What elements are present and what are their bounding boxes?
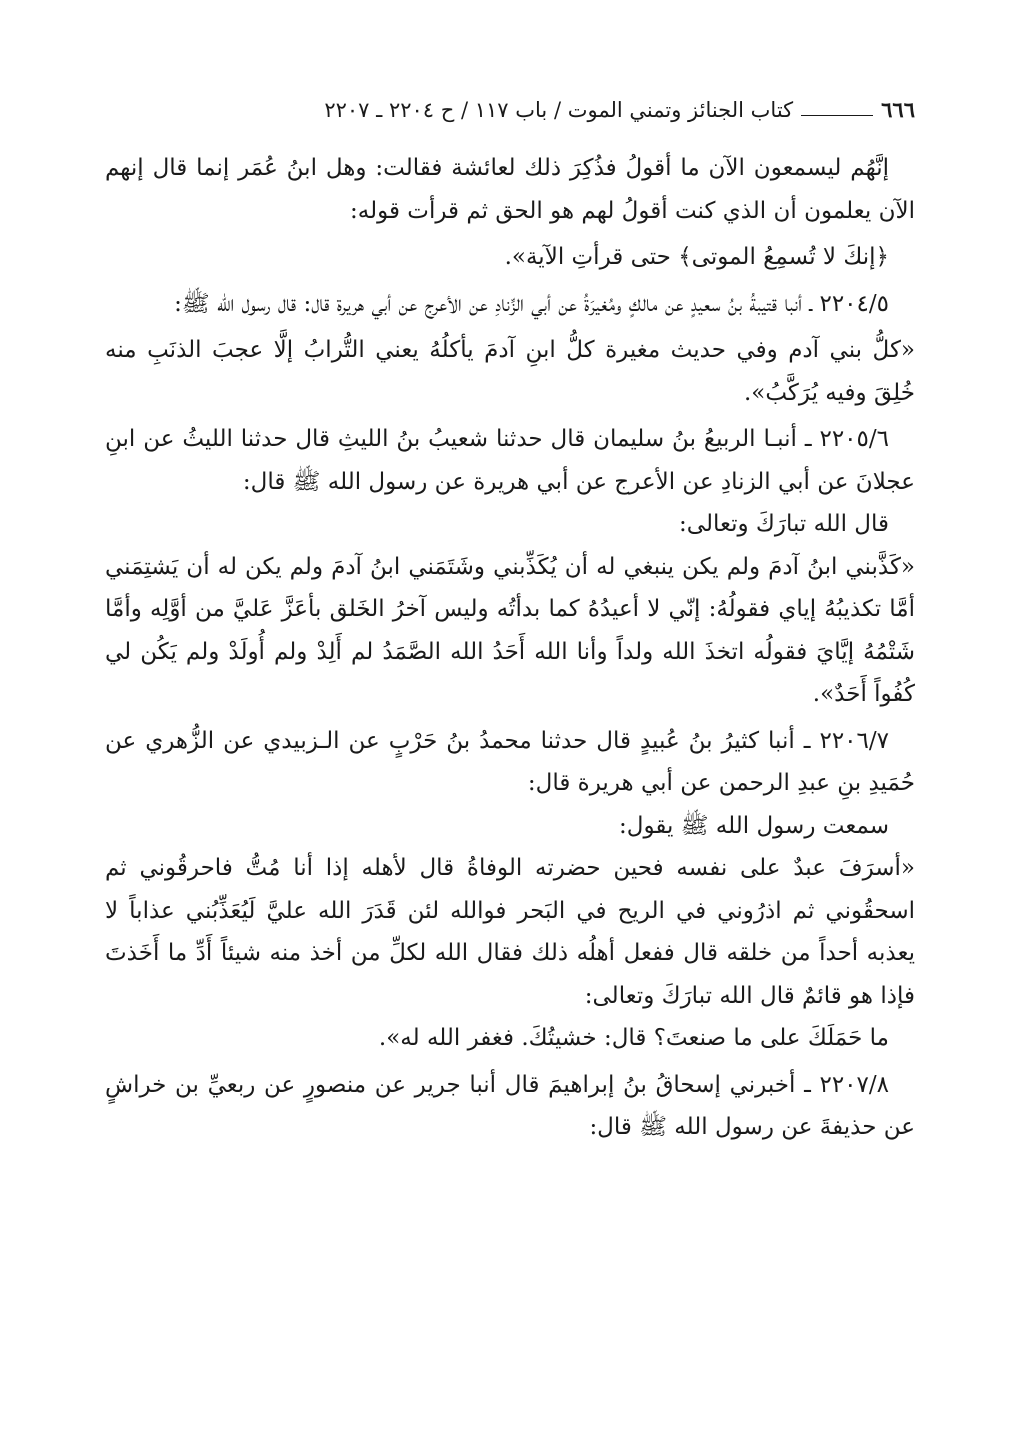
hadith-2204: ٢٢٠٤/٥ ـ أنبا قتيبةُ بنُ سعيدٍ عن مالكٍ ومُغيرَةُ عن أبي الزِّنادِ عن الأعرج عن أبي هريرة قال: قال رسول الله ﷺ: (174, 290, 889, 317)
running-title: كتاب الجنائز وتمني الموت / باب ١١٧ / ح ٢٢٠٤ ـ ٢٢٠٧ (324, 98, 794, 122)
paragraph: ما حَمَلَكَ على ما صنعتَ؟ قال: خشيتُكَ. فغفر الله له». (378, 1025, 889, 1051)
quran-quote: ﴿إنكَ لا تُسمِعُ الموتى﴾ حتى قرأتِ الآية». (504, 244, 889, 270)
paragraph: سمعت رسول الله ﷺ يقول: (619, 812, 889, 839)
page-body (105, 147, 915, 1149)
page-header (105, 95, 915, 125)
hadith-2206: ٢٢٠٦/٧ ـ أنبا كثيرُ بنُ عُبيدٍ قال حدثنا محمدُ بنُ حَرْبٍ عن الـزبيدي عن الزُّهري عن حُمَيدِ بنِ عبدِ الرحمن عن أبي هريرة قال: (105, 727, 915, 796)
header-rule (801, 115, 873, 116)
hadith-text: «كلُّ بني آدم وفي حديث مغيرة كلُّ ابنِ آدمَ يأكلُهُ يعني التُّرابُ إلَّا عجبَ الذنَبِ منه خُلِقَ وفيه يُرَكَّبُ». (105, 337, 915, 406)
paragraph: إنَّهُم ليسمعون الآن ما أقولُ فذُكِرَ ذلك لعائشة فقالت: وهل ابنُ عُمَر إنما قال إنهم الآن يعلمون أن الذي كنت أقولُ لهم هو الحق ثم قرأت قوله: (105, 155, 915, 224)
paragraph: قال الله تبارَكَ وتعالى: (679, 511, 889, 537)
hadith-2205: ٢٢٠٥/٦ ـ أنبـا الربيعُ بنُ سليمان قال حدثنا شعيبُ بنُ الليثِ قال حدثنا الليثُ عن ابنِ عجلانَ عن أبي الزنادِ عن الأعرج عن أبي هريرة عن رسول الله ﷺ قال: (105, 426, 915, 495)
hadith-text: «كَذَّبني ابنُ آدمَ ولم يكن ينبغي له أن يُكَذِّبني وشَتَمَني ابنُ آدمَ ولم يكن له أن يَشتِمَني أمَّا تكذيبُهُ إياي فقولُهُ: إنّي لا أعيدُهُ كما بدأتُه وليس آخرُ الخَلق بأعَزَّ عَليَّ من أوَّلِه وأمَّا شَتْمُهُ إيَّايَ فقولُه اتخذَ الله ولداً وأنا الله أَحَدُ الله الصَّمَدُ لم أَلِدْ ولم أُولَدْ ولم يَكُن لي كُفُواً أَحَدٌ». (105, 553, 915, 707)
book-page (105, 95, 915, 1149)
hadith-2207: ٢٢٠٧/٨ ـ أخبرني إسحاقُ بنُ إبراهيمَ قال أنبا جرير عن منصورٍ عن ربعيِّ بن خراشٍ عن حذيفةَ عن رسول الله ﷺ قال: (105, 1071, 915, 1140)
page-number: ٦٦٦ (881, 97, 915, 122)
hadith-text: «أسرَفَ عبدٌ على نفسه فحين حضرته الوفاةُ قال لأهله إذا أنا مُتُّ فاحرقُوني ثم اسحقُوني ثم اذرُوني في الريح في البَحر فوالله لئن قَدَرَ الله عليَّ لَيُعَذِّبُني عذاباً لا يعذبه أحداً من خلقه قال ففعل أهلُه ذلك فقال الله لكلِّ من أخذ منه شيئاً أَدِّ ما أَخَذتَ فإذا هو قائمٌ قال الله تبارَكَ وتعالى: (105, 855, 915, 1009)
